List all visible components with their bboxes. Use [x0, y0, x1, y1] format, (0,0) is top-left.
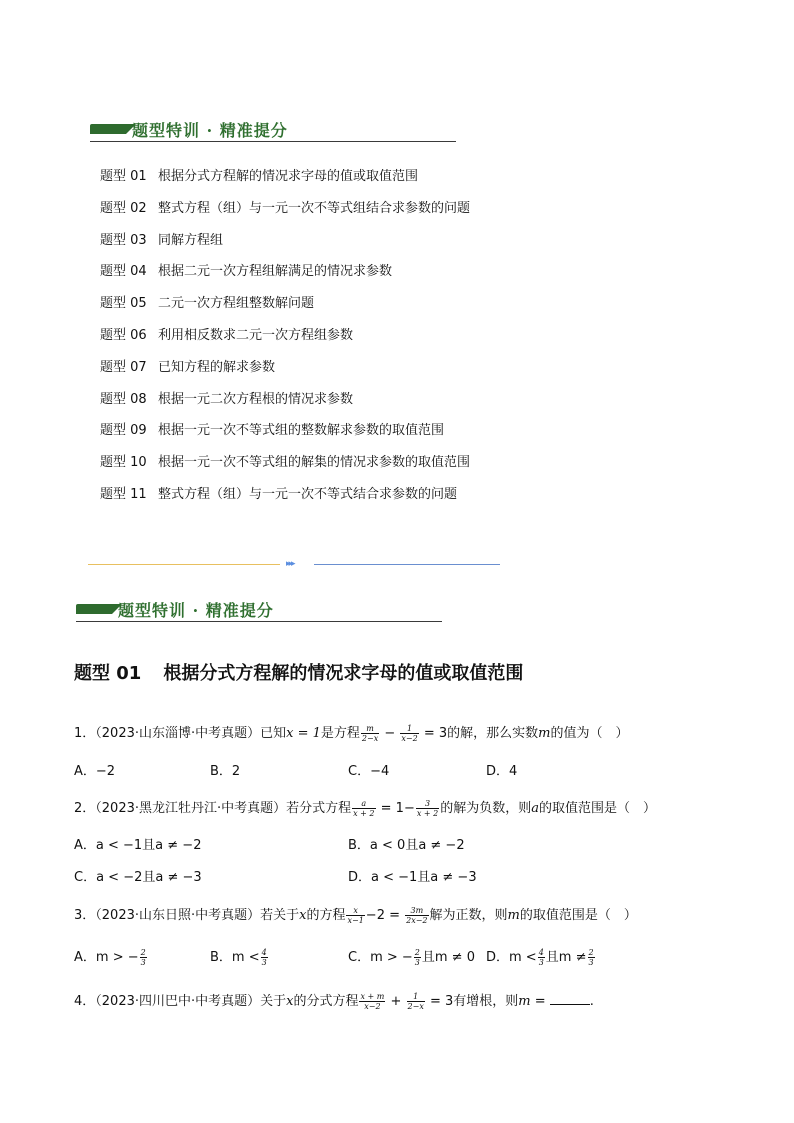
toc-item[interactable]: 题型 05 二元一次方程组整数解问题 — [100, 296, 315, 312]
option-c[interactable]: C．a < −2且a ≠ −3 — [74, 870, 202, 885]
toc-item[interactable]: 题型 10 根据一元一次不等式组的解集的情况求参数的取值范围 — [100, 455, 471, 471]
fraction: $\frac{3m}{2x-2}$ — [406, 906, 428, 925]
fraction: $\frac{3}{x + 2}$ — [416, 799, 439, 818]
toc-item[interactable]: 题型 11 整式方程（组）与一元一次不等式结合求参数的问题 — [100, 486, 458, 502]
banner-underline — [76, 621, 442, 622]
option-b[interactable]: B．2 — [210, 764, 241, 779]
toc-item[interactable]: 题型 06 利用相反数求二元一次方程组参数 — [100, 327, 354, 343]
toc-item[interactable]: 题型 03 同解方程组 — [100, 232, 224, 248]
option-a[interactable]: A．−2 — [74, 764, 116, 779]
option-d[interactable]: D．m < $\frac{4}{3}$ 且m ≠ $\frac{2}{3}$ — [486, 948, 594, 967]
fraction: $\frac{x + m}{x-2}$ — [360, 992, 385, 1011]
option-b[interactable]: B．m < $\frac{4}{3}$ — [210, 948, 267, 967]
toc-list — [100, 168, 470, 518]
option-a[interactable]: A．a < −1且a ≠ −2 — [74, 838, 202, 853]
fraction: $\frac{1}{2-x}$ — [407, 992, 424, 1011]
toc-item[interactable]: 题型 01 根据分式方程解的情况求字母的值或取值范围 — [100, 169, 419, 184]
question-2: 2．（2023·黑龙江牡丹江·中考真题）若分式方程 $\frac{a}{x + 2}$ = 1− $\frac{3}{x + 2}$ 的解为负数，则a的取值范围是（ ） — [74, 799, 657, 818]
fraction: $\frac{x}{x-1}$ — [347, 906, 364, 925]
fraction: $\frac{1}{x-2}$ — [401, 724, 418, 743]
section-heading: 题型 01 根据分式方程解的情况求字母的值或取值范围 — [74, 663, 524, 684]
fraction: $\frac{m}{2-x}$ — [361, 724, 379, 743]
option-b[interactable]: B．a < 0且a ≠ −2 — [348, 838, 465, 853]
option-c[interactable]: C．m > − $\frac{2}{3}$ 且m ≠ 0 — [348, 948, 475, 967]
banner-title: 题型特训 · 精准提分 — [132, 121, 288, 140]
banner-underline — [90, 141, 456, 142]
divider-arrows-icon: ▸▸▸ — [286, 559, 294, 569]
option-d[interactable]: D．a < −1且a ≠ −3 — [348, 870, 477, 885]
option-c[interactable]: C．−4 — [348, 764, 390, 779]
toc-item[interactable]: 题型 08 根据一元二次方程根的情况求参数 — [100, 391, 354, 407]
banner-title: 题型特训 · 精准提分 — [118, 601, 274, 620]
divider-left-line — [88, 564, 280, 565]
banner-top — [90, 118, 456, 140]
divider-right-line — [314, 564, 500, 565]
question-3: 3．（2023·山东日照·中考真题）若关于x的方程 $\frac{x}{x-1}$ −2 = $\frac{3m}{2x-2}$ 解为正数，则m的取值范围是（ ） — [74, 906, 637, 925]
option-d[interactable]: D．4 — [486, 764, 518, 779]
toc-item[interactable]: 题型 02 整式方程（组）与一元一次不等式组结合求参数的问题 — [100, 200, 471, 216]
banner-bar-icon — [90, 124, 126, 134]
question-4: 4．（2023·四川巴中·中考真题）关于x的分式方程 $\frac{x + m}{x-2}$ + $\frac{1}{2-x}$ = 3有增根，则m = . — [74, 992, 594, 1011]
answer-blank[interactable] — [550, 993, 590, 1005]
banner-second — [76, 598, 442, 620]
banner-bar-icon — [76, 604, 112, 614]
section-divider — [88, 559, 500, 569]
option-a[interactable]: A．m > − $\frac{2}{3}$ — [74, 948, 146, 967]
fraction: $\frac{a}{x + 2}$ — [353, 799, 375, 818]
toc-item[interactable]: 题型 04 根据二元一次方程组解满足的情况求参数 — [100, 264, 393, 280]
question-1: 1．（2023·山东淄博·中考真题）已知x = 1是方程 $\frac{m}{2-x}$ − $\frac{1}{x-2}$ = 3的解，那么实数m的值为（ ） — [74, 724, 629, 743]
toc-item[interactable]: 题型 09 根据一元一次不等式组的整数解求参数的取值范围 — [100, 423, 445, 439]
toc-item[interactable]: 题型 07 已知方程的解求参数 — [100, 359, 276, 375]
